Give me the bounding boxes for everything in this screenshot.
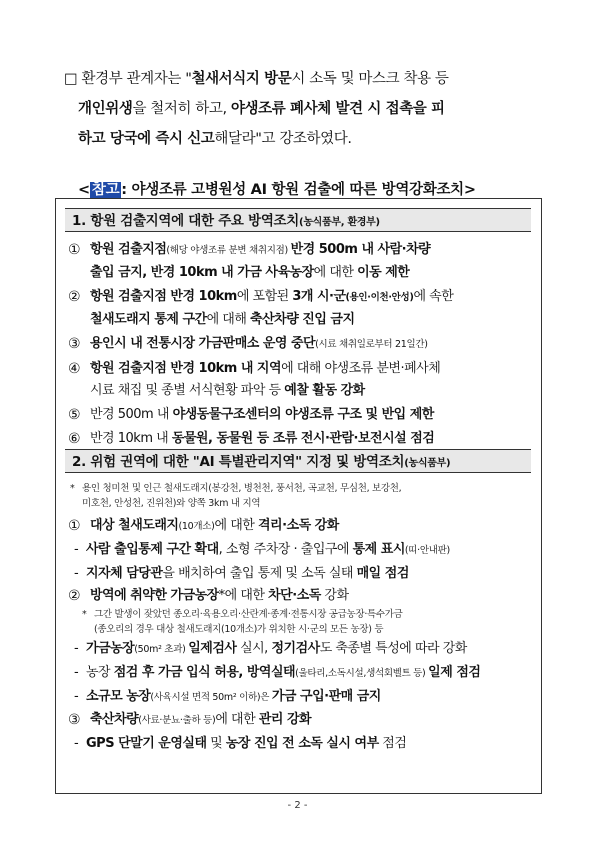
item-text: 용인시 내 전통시장 가금판매소 운영 중단 (90, 336, 316, 351)
item-text: 반경 10km 내 (90, 431, 172, 446)
item-text: 실시, (236, 641, 272, 656)
footnote-text: 미호천, 안성천, 진위천)와 양쪽 3km 내 지역 (82, 498, 261, 509)
page-number: - 2 - (287, 800, 308, 811)
dash: - (74, 689, 79, 704)
item-text: 방역에 취약한 가금농장 (90, 588, 219, 603)
item-number: ③ (68, 712, 81, 728)
intro-text: 해달라"고 강조하였다. (214, 131, 352, 147)
item-number: ⑤ (68, 407, 81, 423)
intro-text: 을 철저히 하고, (132, 101, 231, 117)
section-2-header (65, 449, 531, 473)
footnote (66, 481, 536, 511)
section-1-list (66, 239, 536, 450)
footnote (66, 607, 536, 637)
item-text: 도 축종별 특성에 따라 강화 (319, 641, 467, 656)
item-text: , 소형 주차장 · 출입구에 (218, 542, 353, 557)
sub-item (66, 661, 536, 685)
item-text: 항원 검출지점 반경 10km 내 지역 (90, 361, 282, 376)
item-text: 사람 출입통제 구간 확대 (86, 542, 219, 557)
list-item (66, 358, 536, 402)
item-text: 에 대한 (215, 712, 259, 727)
list-item (66, 333, 536, 356)
footnote-star: * (70, 483, 75, 494)
item-text: 일제 점검 (428, 665, 481, 680)
item-text: 반경 500m 내 사람·차량 (290, 242, 431, 257)
item-text: 관리 강화 (258, 712, 312, 727)
item-text: 소규모 농장 (86, 689, 151, 704)
reference-tag: 참고 (91, 182, 120, 198)
item-text: 을 배치하여 출입 통제 및 소독 실태 (162, 566, 357, 581)
bracket-close: > (463, 182, 476, 198)
list-item (66, 709, 536, 732)
item-text: 점검 후 가금 입식 허용, 방역실태 (113, 665, 296, 680)
dash: - (74, 566, 79, 581)
section-1-header (65, 208, 531, 232)
item-text: 항원 검출지점 (90, 242, 167, 257)
item-text: 및 (206, 736, 226, 751)
item-text: 에 대해 (206, 312, 251, 327)
item-note: (해당 야생조류 분변 채취지점) (166, 245, 291, 256)
item-number: ④ (68, 361, 81, 377)
item-text: 가금 구입·판매 금지 (271, 689, 381, 704)
item-text: 정기검사 (271, 641, 320, 656)
item-text: 강화 (320, 588, 349, 603)
item-text: 매일 점검 (356, 566, 409, 581)
intro-text: 시 소독 및 마스크 착용 등 (291, 71, 449, 87)
item-text: 동물원, 동물원 등 조류 전시·관람·보전시설 점검 (171, 431, 435, 446)
footnote-text: (종오리의 경우 대상 철새도래지(10개소)가 위치한 시·군의 모든 농장) 등 (94, 624, 384, 635)
item-text: 축산차량 진입 금지 (250, 312, 355, 327)
item-text: 격리·소독 강화 (257, 518, 339, 533)
colon: : (121, 182, 132, 198)
bullet-box: □ (64, 71, 78, 87)
item-text: 출입 금지, 반경 10km 내 가금 사육농장 (90, 265, 314, 280)
intro-text: 환경부 관계자는 " (81, 71, 192, 87)
item-note: (울타리,소독시설,생석회벨트 등) (295, 668, 429, 679)
sub-item (66, 637, 536, 661)
list-item (66, 428, 536, 450)
item-text: 예찰 활동 강화 (284, 383, 365, 398)
section-title: 2. 위험 권역에 대한 "AI 특별관리지역" 지정 및 방역조치 (72, 454, 405, 470)
list-item (66, 515, 536, 538)
sub-item (66, 685, 536, 709)
footnote-star: * (82, 609, 87, 620)
footnote-text: 그간 발생이 잦았던 종오리·육용오리·산란계·종계·전통시장 공급농장·특수가금 (94, 609, 403, 620)
section-source: (농식품부) (404, 458, 451, 469)
item-text: 대상 철새도래지 (90, 518, 179, 533)
item-text: 차단·소독 (268, 588, 321, 603)
item-number: ⑥ (68, 431, 81, 447)
item-number: ① (68, 242, 81, 258)
item-text: 에 대해 야생조류 분변·폐사체 (281, 361, 441, 376)
item-text: 에 속한 (413, 289, 454, 304)
item-text: 농장 진입 전 소독 실시 여부 (225, 736, 379, 751)
intro-bold: 하고 당국에 즉시 신고 (78, 131, 215, 147)
reference-title (78, 178, 476, 199)
item-text: 시료 채집 및 종별 서식현황 파악 등 (90, 383, 285, 398)
item-text: *에 대한 (218, 588, 269, 603)
item-text: 축산차량 (90, 712, 139, 727)
item-text: 통제 표시 (352, 542, 405, 557)
item-text: 항원 검출지점 반경 10km (90, 289, 237, 304)
item-text: 야생동물구조센터의 야생조류 구조 및 반입 제한 (172, 407, 434, 422)
item-text: 철새도래지 통제 구간 (90, 312, 207, 327)
item-text: 에 대한 (313, 265, 358, 280)
sub-item (66, 732, 536, 755)
section-title: 1. 항원 검출지역에 대한 주요 방역조치 (72, 213, 300, 229)
item-note: (10개소) (178, 521, 215, 532)
item-note: (50m² 초과) (134, 644, 189, 655)
item-text: 이동 제한 (357, 265, 410, 280)
item-text: 가금농장 (86, 641, 135, 656)
item-number: ② (68, 588, 81, 604)
sub-item (66, 538, 536, 562)
item-text: 일제검사 (188, 641, 237, 656)
reference-heading: 야생조류 고병원성 AI 항원 검출에 따른 방역강화조치 (131, 182, 464, 198)
intro-bold: 야생조류 폐사체 발견 시 접촉을 피 (230, 101, 445, 117)
list-item (66, 286, 536, 331)
item-text: 3개 시·군 (292, 289, 346, 304)
item-text: 반경 500m 내 (90, 407, 173, 422)
item-note: (용인·이천·안성) (345, 292, 414, 303)
reference-box (55, 198, 542, 794)
bracket-open: < (78, 182, 90, 198)
item-text: 점검 (378, 736, 407, 751)
section-2-list (66, 481, 536, 755)
dash: - (74, 736, 79, 751)
item-text: 에 포함된 (236, 289, 293, 304)
item-number: ② (68, 289, 81, 305)
item-text: GPS 단말기 운영실태 (86, 736, 207, 751)
intro-paragraph (64, 64, 544, 154)
item-text: 에 대한 (214, 518, 258, 533)
item-note: (사육시설 면적 50m² 이하)은 (150, 692, 272, 703)
item-text: 지자체 담당관 (86, 566, 163, 581)
footnote-text: 용인 청미천 및 인근 철새도래지(봉강천, 병천천, 풍서천, 곡교천, 무심천, 보강천, (82, 483, 402, 494)
item-note: (띠·안내판) (404, 545, 450, 556)
list-item (66, 239, 536, 284)
list-item (66, 404, 536, 426)
intro-bold: 개인위생 (78, 101, 133, 117)
dash: - (74, 542, 79, 557)
list-item (66, 585, 536, 607)
dash: - (74, 641, 79, 656)
intro-bold: 철새서식지 방문 (191, 71, 292, 87)
item-number: ① (68, 518, 81, 534)
section-source: (농식품부, 환경부) (299, 217, 380, 228)
item-note: (사료·분뇨·출하 등) (138, 715, 216, 726)
dash: - (74, 665, 79, 680)
item-text: 농장 (86, 665, 114, 680)
item-number: ③ (68, 336, 81, 352)
sub-item (66, 562, 536, 585)
item-note: (시료 채취일로부터 21일간) (315, 339, 428, 350)
